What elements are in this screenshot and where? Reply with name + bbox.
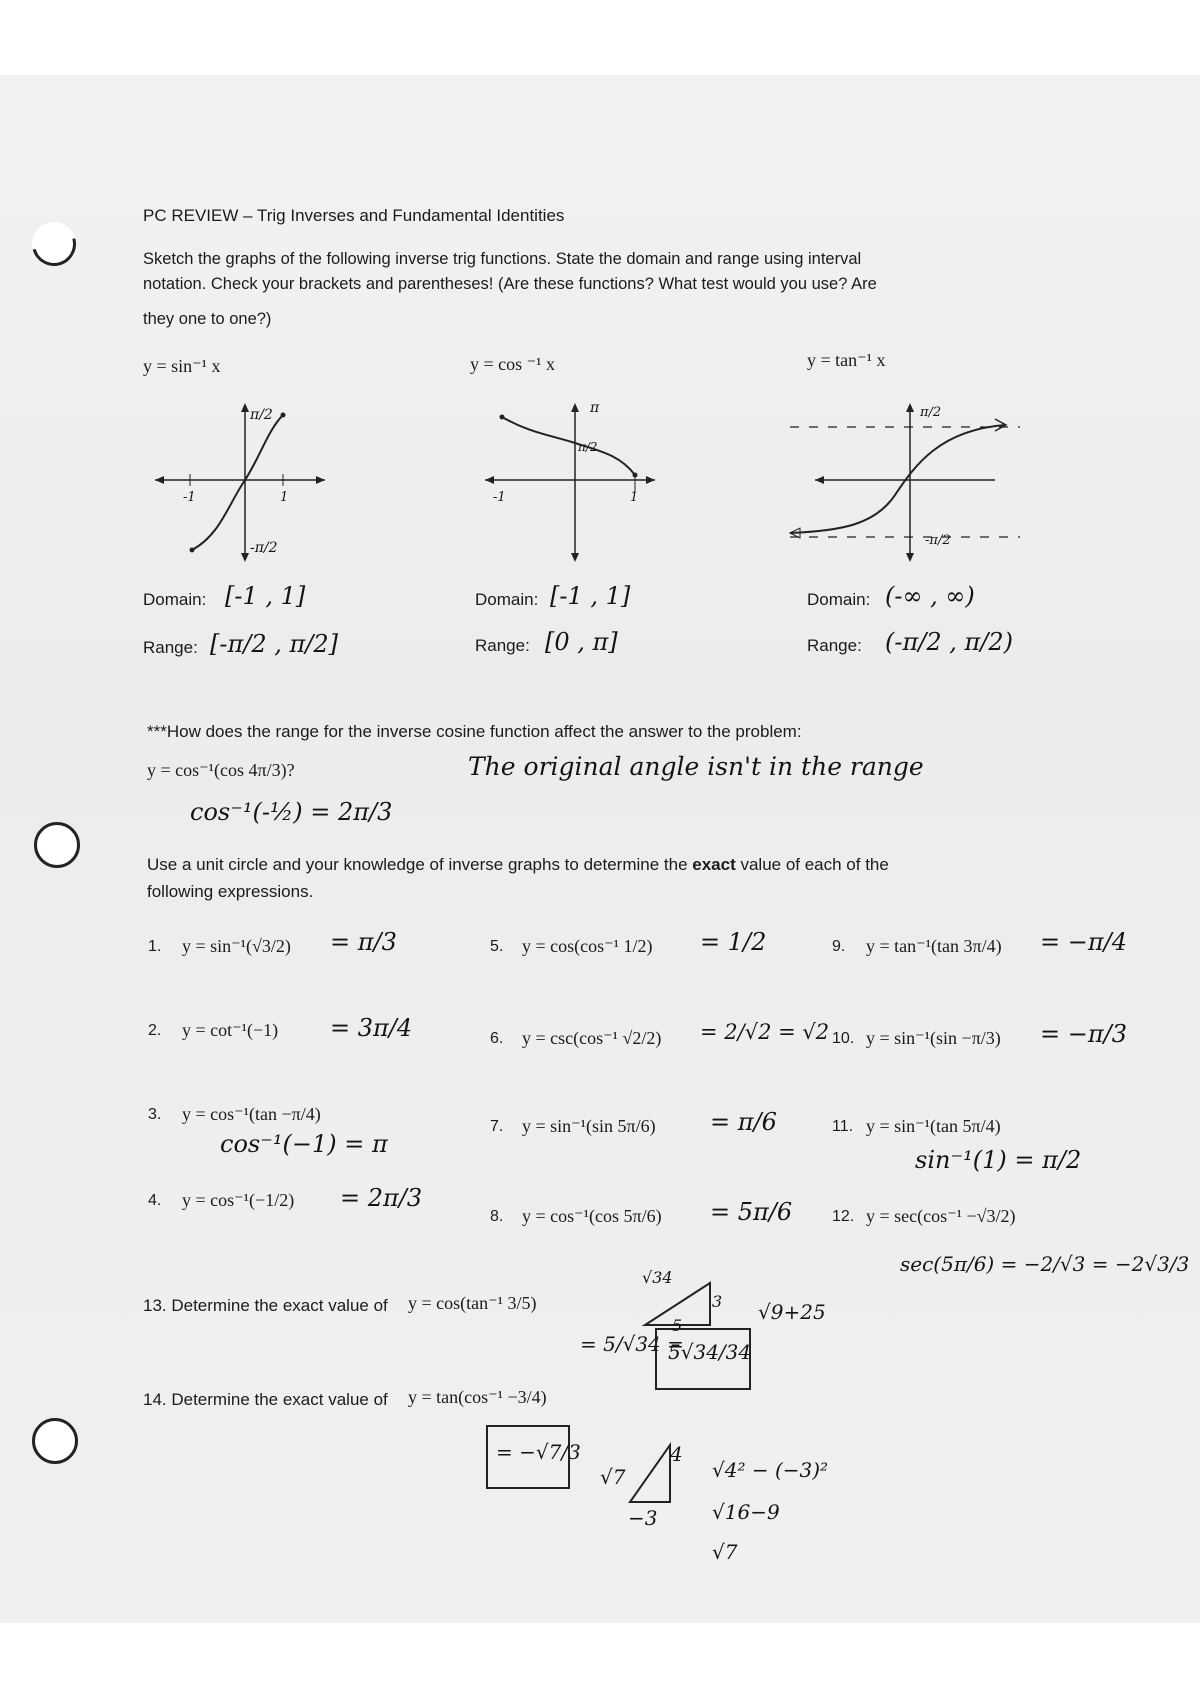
problem-7-expression: y = sin⁻¹(sin 5π/6) [522,1116,656,1136]
q14-work-1: √4² − (−3)² [712,1458,829,1482]
problem-5-number: 5. [490,938,504,955]
problem-8-number: 8. [490,1208,504,1225]
range-question-expression: y = cos⁻¹(cos 4π/3)? [147,760,295,780]
intro-line-2: notation. Check your brackets and parentheses! (Are these functions? What test would you use? Are [143,275,877,293]
arcsin-top-tick: π/2 [250,407,273,423]
graph-function-cos: y = cos ⁻¹ x [470,354,556,374]
problem-6-expression: y = csc(cos⁻¹ √2/2) [522,1028,662,1048]
q13-work: = 5/√34 = [580,1332,684,1356]
arccos-range-value: [0 , π] [545,628,618,656]
q14-label: 14. Determine the exact value of [143,1390,388,1409]
problem-1-expression: y = sin⁻¹(√3/2) [182,936,291,956]
range-question-work: cos⁻¹(-½) = 2π/3 [190,798,393,826]
arctan-top-tick: π/2 [920,405,942,420]
arccos-domain-label: Domain: [475,590,539,609]
q13-label: 13. Determine the exact value of [143,1296,388,1315]
arctan-domain-label: Domain: [807,590,871,609]
arctan-domain-value: (-∞ , ∞) [885,582,975,610]
q14-triangle-hyp: 4 [670,1442,683,1466]
problem-11-number: 11. [832,1118,854,1135]
arcsin-domain-label: Domain: [143,590,207,609]
problem-8-expression: y = cos⁻¹(cos 5π/6) [522,1206,662,1226]
problem-3-number: 3. [148,1106,162,1123]
problem-5-answer: = 1/2 [700,928,767,956]
q14-triangle-left: √7 [600,1465,626,1489]
problem-10-expression: y = sin⁻¹(sin −π/3) [866,1028,1001,1048]
worksheet-title: PC REVIEW – Trig Inverses and Fundamental Identities [143,206,565,225]
exact-instructions-line-1: Use a unit circle and your knowledge of inverse graphs to determine the exact value of each of the [147,855,889,874]
problem-6-number: 6. [490,1030,504,1047]
q13-triangle-hyp: √34 [642,1268,673,1287]
q14-work-2: √16−9 [712,1500,780,1524]
problem-6-answer: = 2/√2 = √2 [700,1020,830,1044]
intro-line-1: Sketch the graphs of the following inverse trig functions. State the domain and range using interval [143,250,862,268]
q14-work-3: √7 [712,1540,738,1564]
arcsin-left-tick: -1 [183,490,196,505]
arctan-range-value: (-π/2 , π/2) [885,628,1013,656]
graph-function-tan: y = tan⁻¹ x [807,350,886,370]
problem-9-number: 9. [832,938,846,955]
exact-instructions-line-2: following expressions. [147,882,314,901]
binder-hole-middle [34,822,80,868]
range-question-answer: The original angle isn't in the range [468,752,924,781]
problem-9-answer: = −π/4 [1040,928,1127,956]
arccos-left-tick: -1 [493,490,506,505]
problem-7-number: 7. [490,1118,504,1135]
q13-triangle-adj: 5 [672,1316,683,1335]
q13-side-work: √9+25 [758,1300,826,1324]
problem-12-expression: y = sec(cos⁻¹ −√3/2) [866,1206,1016,1226]
arctan-range-label: Range: [807,636,862,655]
problem-5-expression: y = cos(cos⁻¹ 1/2) [522,936,653,956]
arcsin-domain-value: [-1 , 1] [225,582,306,610]
graph-arccos [480,395,670,575]
problem-1-answer: = π/3 [330,928,397,956]
arccos-domain-value: [-1 , 1] [550,582,631,610]
q13-triangle-opp: 3 [712,1292,723,1311]
problem-7-answer: = π/6 [710,1108,777,1136]
problem-2-number: 2. [148,1022,162,1039]
q14-expression: y = tan(cos⁻¹ −3/4) [408,1387,547,1407]
arcsin-range-value: [-π/2 , π/2] [210,630,338,658]
problem-10-number: 10. [832,1030,855,1047]
problem-2-answer: = 3π/4 [330,1014,413,1042]
graph-arcsin [150,395,340,575]
problem-2-expression: y = cot⁻¹(−1) [182,1020,279,1040]
arcsin-range-label: Range: [143,638,198,657]
q13-boxed-answer: 5√34/34 [668,1340,752,1364]
arccos-right-tick: 1 [630,490,639,505]
problem-12-number: 12. [832,1208,855,1225]
exact-emphasis: exact [692,855,736,874]
problem-12-work: sec(5π/6) = −2/√3 = −2√3/3 [900,1252,1190,1276]
q14-boxed-answer: = −√7/3 [496,1440,581,1464]
arccos-top-tick: π [590,400,600,416]
problem-3-expression: y = cos⁻¹(tan −π/4) [182,1104,321,1124]
q13-expression: y = cos(tan⁻¹ 3/5) [408,1293,537,1313]
problem-4-number: 4. [148,1192,162,1209]
problem-8-answer: = 5π/6 [710,1198,793,1226]
problem-9-expression: y = tan⁻¹(tan 3π/4) [866,936,1002,956]
arccos-range-label: Range: [475,636,530,655]
problem-4-expression: y = cos⁻¹(−1/2) [182,1190,295,1210]
binder-hole-bottom [32,1418,78,1464]
graph-function-sin: y = sin⁻¹ x [143,356,221,376]
range-question-prompt: ***How does the range for the inverse cosine function affect the answer to the problem: [147,722,802,741]
arccos-mid-tick: π/2 [578,440,598,454]
problem-11-expression: y = sin⁻¹(tan 5π/4) [866,1116,1001,1136]
problem-10-answer: = −π/3 [1040,1020,1127,1048]
arcsin-right-tick: 1 [280,490,289,505]
problem-1-number: 1. [148,938,162,955]
problem-3-work: cos⁻¹(−1) = π [220,1130,388,1158]
arctan-bottom-tick: -π/2 [925,533,951,548]
problem-11-work: sin⁻¹(1) = π/2 [915,1146,1082,1174]
arcsin-bottom-tick: -π/2 [250,540,278,556]
q14-triangle-adj: −3 [628,1506,658,1530]
intro-line-3: they one to one?) [143,310,272,328]
graph-arctan [790,395,1030,575]
problem-4-answer: = 2π/3 [340,1184,423,1212]
